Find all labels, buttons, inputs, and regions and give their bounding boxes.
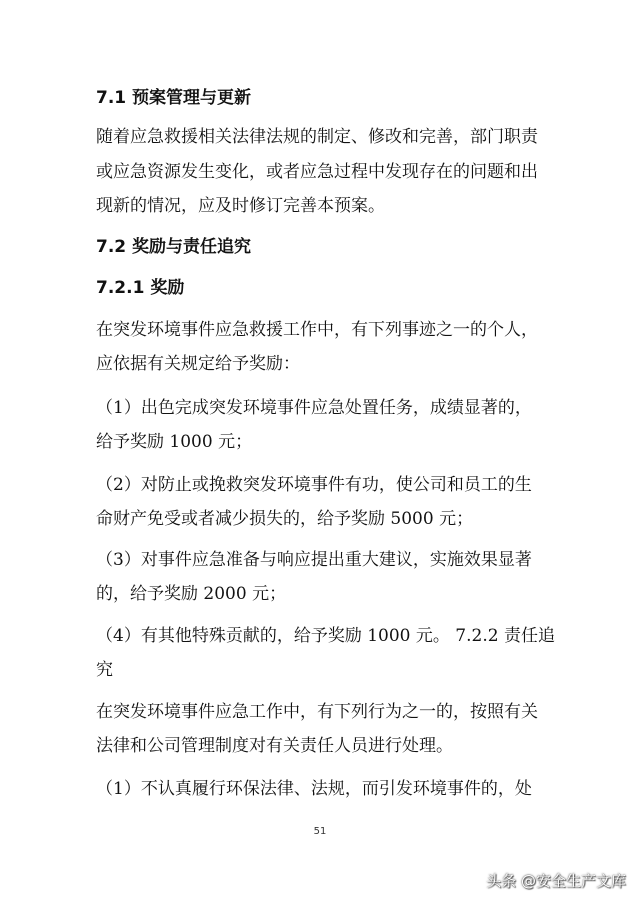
list-item-line: 的，给予奖励 2000 元；: [96, 584, 287, 604]
section-heading-7-2: 7.2 奖励与责任追究: [96, 237, 252, 257]
paragraph-line: 法律和公司管理制度对有关责任人员进行处理。: [96, 736, 453, 756]
list-item-line: 给予奖励 1000 元；: [96, 432, 253, 452]
subsection-heading-7-2-1: 7.2.1 奖励: [96, 278, 185, 298]
watermark: 头条 @安全生产文库: [486, 872, 626, 890]
list-item-line: （3）对事件应急准备与响应提出重大建议，实施效果显著: [96, 550, 532, 570]
page-number: 51: [313, 826, 327, 837]
paragraph-line: 随着应急救援相关法律法规的制定、修改和完善，部门职责: [96, 127, 538, 147]
paragraph-line: 应依据有关规定给予奖励：: [96, 354, 300, 374]
list-item-line: （1）不认真履行环保法律、法规，而引发环境事件的，处: [96, 779, 532, 799]
list-item-line: （1）出色完成突发环境事件应急处置任务，成绩显著的，: [96, 398, 532, 418]
paragraph-line: 或应急资源发生变化，或者应急过程中发现存在的问题和出: [96, 162, 538, 182]
paragraph-line: 在突发环境事件应急救援工作中，有下列事迹之一的个人，: [96, 320, 538, 340]
list-item-line: 究: [96, 660, 113, 680]
list-item-line: （4）有其他特殊贡献的，给予奖励 1000 元。 7.2.2 责任追: [96, 626, 555, 646]
section-heading-7-1: 7.1 预案管理与更新: [96, 88, 252, 108]
paragraph-line: 现新的情况，应及时修订完善本预案。: [96, 196, 385, 216]
list-item-line: 命财产免受或者减少损失的，给予奖励 5000 元；: [96, 509, 474, 529]
list-item-line: （2）对防止或挽救突发环境事件有功，使公司和员工的生: [96, 475, 532, 495]
paragraph-line: 在突发环境事件应急工作中，有下列行为之一的，按照有关: [96, 702, 538, 722]
